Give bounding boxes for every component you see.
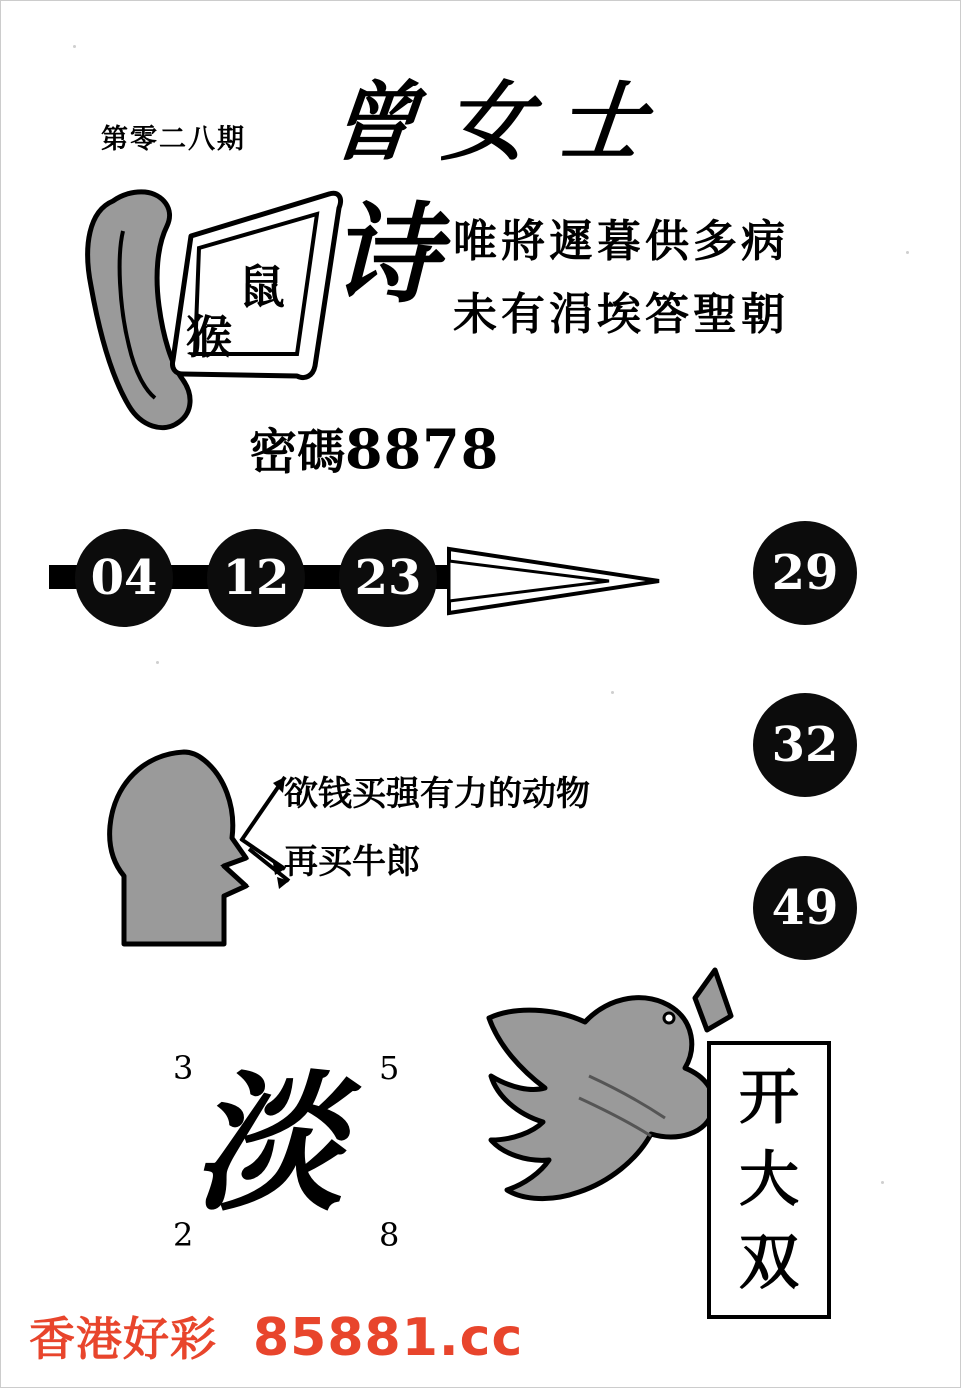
big-character: 淡 (193, 1056, 344, 1232)
footer-site-name: 香港好彩 (29, 1312, 217, 1366)
speck (611, 691, 614, 694)
speck (881, 1181, 884, 1184)
sign-box (707, 1041, 831, 1319)
ball-number-side: 32 (753, 693, 857, 797)
ball-number-side: 49 (753, 856, 857, 960)
speck (73, 45, 76, 48)
poem-line-2: 未有涓埃答聖朝 (453, 288, 789, 340)
speck (906, 251, 909, 254)
corner-number-top-right: 5 (379, 1049, 400, 1087)
ball-number: 23 (339, 529, 437, 627)
password-line (249, 413, 499, 482)
speck (156, 661, 159, 664)
sign-char-3: 双 (739, 1227, 799, 1298)
ball-number: 12 (207, 529, 305, 627)
footer-url[interactable]: 85881.cc (253, 1308, 524, 1368)
issue-label: 第零二八期 (101, 124, 246, 155)
sign-char-2: 大 (739, 1145, 799, 1215)
zodiac-top: 鼠 (239, 260, 285, 314)
zodiac-bottom: 猴 (186, 310, 232, 364)
page-title: 曾女士 (324, 72, 678, 173)
password-label: 密碼 (249, 424, 346, 480)
corner-number-top-left: 3 (173, 1049, 194, 1087)
ball-number-side: 29 (753, 521, 857, 625)
speech-line-2: 再买牛郎 (284, 842, 420, 882)
corner-number-bottom-right: 8 (379, 1216, 400, 1254)
footer (29, 1303, 523, 1369)
poem-line-1: 唯將遲暮供多病 (453, 216, 789, 267)
sign-char-1: 开 (739, 1062, 799, 1133)
corner-number-bottom-left: 2 (173, 1216, 194, 1254)
password-value: 8878 (345, 417, 500, 481)
ball-number: 04 (75, 529, 173, 627)
poem-character: 诗 (331, 192, 440, 318)
speech-line-1: 欲钱买强有力的动物 (284, 774, 590, 814)
poem-lines (453, 206, 789, 351)
